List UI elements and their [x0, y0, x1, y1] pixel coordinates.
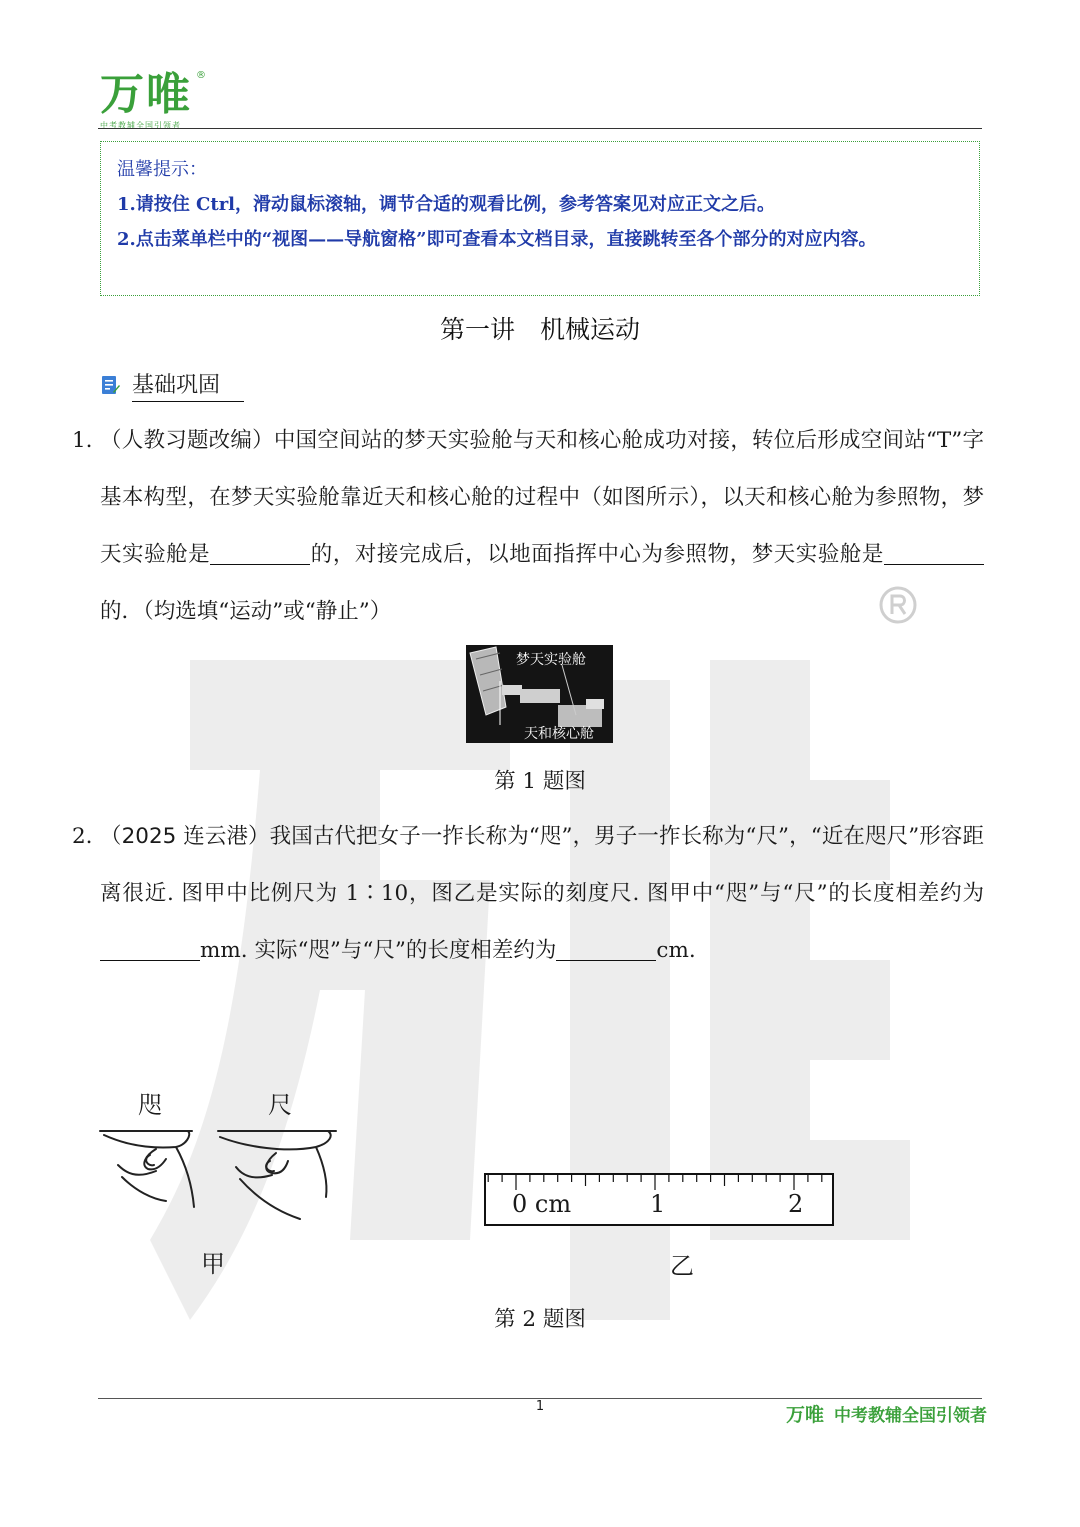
- figure-yi-caption: 乙: [670, 1252, 694, 1280]
- tips-line-2: 2.点击菜单栏中的“视图——导航窗格”即可查看本文档目录，直接跳转至各个部分的对应内容。: [117, 229, 877, 250]
- label-chi: 尺: [268, 1091, 292, 1119]
- figure-2-caption: 第 2 题图: [494, 1307, 586, 1332]
- question-text: 的．（均选填“运动”或“静止”）: [100, 599, 392, 624]
- answer-blank[interactable]: [884, 542, 984, 565]
- tips-line-1: 1.请按住 Ctrl，滑动鼠标滚轴，调节合适的观看比例，参考答案见对应正文之后。: [117, 194, 776, 215]
- page-number: 1: [535, 1399, 545, 1414]
- header-divider: [98, 128, 982, 129]
- footer-logo: 万唯: [786, 1404, 825, 1426]
- question-text: 的，对接完成后，以地面指挥中心为参照物，梦天实验舱是: [310, 542, 884, 567]
- answer-blank[interactable]: [210, 542, 310, 565]
- question-text: 中国空间站的梦天实验舱与天和核心舱成功对接，转位后形成空间站“T”字基本构型，在梦天实验舱靠近天和核心舱的过程中（如图所示），以天和核心舱为参照物，梦天实验舱是: [100, 428, 984, 567]
- question-source: （人教习题改编）: [100, 428, 274, 453]
- brand-logo: [100, 69, 206, 131]
- answer-blank[interactable]: [556, 938, 656, 961]
- hand-span-figure: [96, 1085, 346, 1235]
- answer-blank[interactable]: [100, 938, 200, 961]
- notebook-icon: [100, 374, 120, 396]
- footer-brand: [786, 1400, 987, 1427]
- label-tianhe: 天和核心舱: [524, 726, 594, 742]
- label-mengtian: 梦天实验舱: [516, 652, 586, 668]
- hand-drawings: [96, 1115, 346, 1235]
- tips-box: [100, 141, 980, 296]
- question-number: 2.: [72, 824, 93, 849]
- logo-text: 万唯: [100, 69, 192, 120]
- ruler-tick-1: 1: [650, 1190, 666, 1218]
- ruler-unit-label: 0 cm: [512, 1190, 572, 1218]
- section-label: 基础巩固: [132, 368, 244, 402]
- question-text: mm. 实际“咫”与“尺”的长度相差约为: [200, 938, 557, 963]
- figure-jia-caption: 甲: [201, 1250, 225, 1278]
- question-1: [72, 412, 984, 640]
- question-text: cm.: [656, 938, 696, 963]
- space-station-photo: [466, 645, 613, 743]
- question-number: 1.: [72, 428, 93, 453]
- ruler-tick-2: 2: [788, 1190, 804, 1218]
- footer-tagline: 中考教辅全国引领者: [834, 1406, 988, 1426]
- registered-mark: ®: [196, 70, 206, 81]
- question-source: （2025 连云港）: [100, 824, 270, 849]
- label-zhi: 咫: [138, 1091, 162, 1119]
- figure-1-caption: 第 1 题图: [494, 769, 586, 794]
- question-text: 我国古代把女子一拃长称为“咫”，男子一拃长称为“尺”，“近在咫尺”形容距离很近. 图甲中比例尺为 1∶10，图乙是实际的刻度尺. 图甲中“咫”与“尺”的长度相差约为: [100, 824, 984, 906]
- lecture-title: 第一讲 机械运动: [439, 315, 640, 344]
- logo-tagline: 中考教辅全国引领者: [100, 121, 181, 130]
- section-heading: [100, 368, 244, 402]
- tips-title: 温馨提示：: [117, 159, 207, 180]
- question-2: [72, 808, 984, 979]
